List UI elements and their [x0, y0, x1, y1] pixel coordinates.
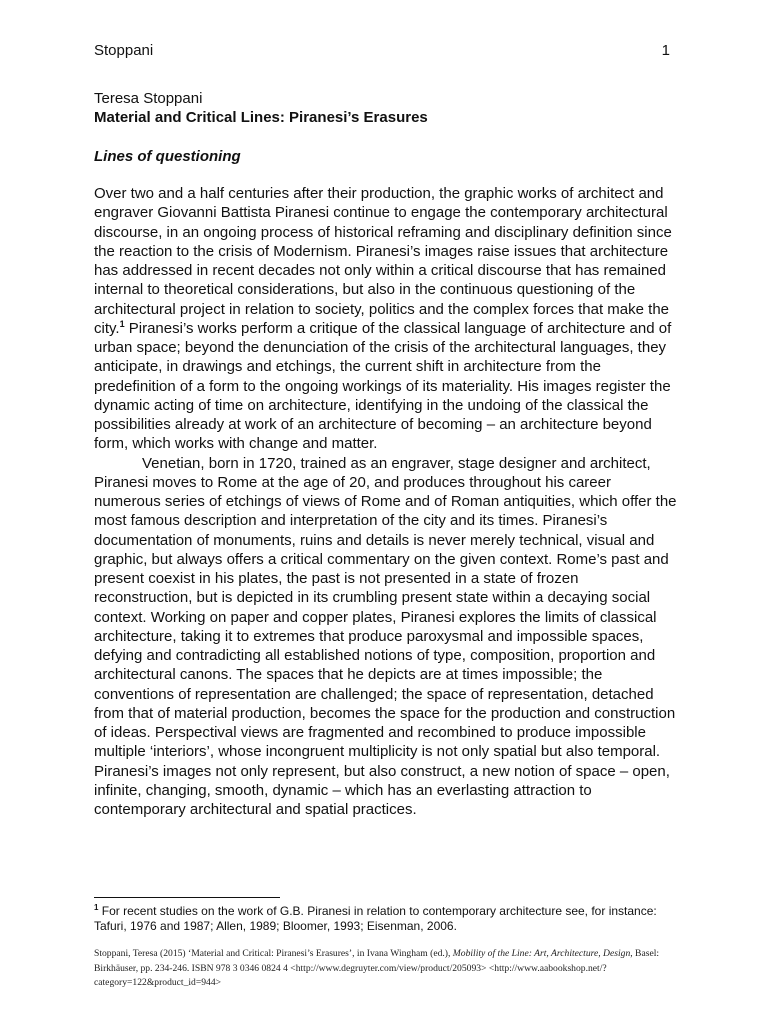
footnote-text: For recent studies on the work of G.B. Piranesi in relation to contemporary architecture see, for instance: Tafuri, 1976 and 1987; Allen, 1989; Bloomer, 1993; Eisenman, 2006.: [94, 904, 657, 933]
citation-text-continued: , Basel: Birkhäuser, pp. 234-246. ISBN 978 3 0346 0824 4 <http://www.degruyter.com/view/product/205093> <http://www.aabookshop.net/?category=122&product_id=944>: [94, 948, 660, 988]
author-name: Teresa Stoppani: [94, 90, 203, 107]
footnote-marker: 1: [94, 903, 99, 912]
citation-text: Stoppani, Teresa (2015) ‘Material and Critical: Piranesi’s Erasures’, in Ivana Wingham (ed.),: [94, 948, 453, 959]
article-title: Material and Critical Lines: Piranesi’s Erasures: [94, 109, 428, 126]
page-number: 1: [661, 42, 670, 59]
running-head-author: Stoppani: [94, 42, 154, 59]
running-header: [94, 42, 670, 59]
footnote: [94, 904, 676, 933]
footnote-separator: [94, 897, 280, 898]
article-body: [94, 184, 679, 819]
paragraph-1-text-continued: Piranesi’s works perform a critique of the classical language of architecture and of urban space; beyond the denunciation of the crisis of the architectural languages, they anticipate, in drawings and etchings, the current shift in architecture from the predefinition of a form to the ongoing workings of its materiality. His images register the dynamic acting of time on architecture, identifying in the undoing of the classical the possibilities already at work of an architecture of becoming – an architecture beyond form, which works with change and matter.: [94, 319, 672, 453]
paragraph-2: Venetian, born in 1720, trained as an engraver, stage designer and architect, Piranesi moves to Rome at the age of 20, and produces throughout his career numerous series of etchings of views of Rome and of Roman antiquities, which offer the most famous description and interpretation of the city and its times. Piranesi’s documentation of monuments, ruins and details is never merely technical, visual and graphic, but always offers a critical commentary on the given context. Rome’s past and present coexist in his plates, the past is not presented in a state of frozen reconstruction, but is depicted in its crumbling present state within a decaying social context. Working on paper and copper plates, Piranesi explores the limits of classical architecture, taking it to extremes that produce paroxysmal and impossible spaces, defying and contradicting all established notions of type, composition, proportion and architectural canons. The spaces that he depicts are at times impossible; the conventions of representation are challenged; the space of representation, detached from that of material production, becomes the space for the production and construction of ideas. Perspectival views are fragmented and recombined to produce impossible multiple ‘interiors’, whose incongruent multiplicity is not only spatial but also temporal. Piranesi’s images not only represent, but also construct, a new notion of space – open, infinite, changing, smooth, dynamic – which has an everlasting attraction to contemporary architectural and spatial practices.: [94, 454, 677, 818]
citation-note: [94, 947, 684, 991]
footnote-reference[interactable]: 1: [119, 318, 125, 329]
section-heading: Lines of questioning: [94, 148, 241, 165]
citation-book-title: Mobility of the Line: Art, Architecture, Design: [452, 948, 631, 959]
paragraph-1-text: Over two and a half centuries after their production, the graphic works of architect and engraver Giovanni Battista Piranesi continue to engage the contemporary architectural discourse, in an ongoing process of historical reframing and disciplinary definition since the reaction to the crisis of Modernism. Piranesi’s images raise issues that architecture has addressed in recent decades not only within a critical discourse that has remained internal to theoretical considerations, but also in the continuous questioning of the architectural project in relation to society, politics and the complex forces that make the city.: [94, 185, 672, 337]
paragraph-1: [94, 184, 679, 454]
